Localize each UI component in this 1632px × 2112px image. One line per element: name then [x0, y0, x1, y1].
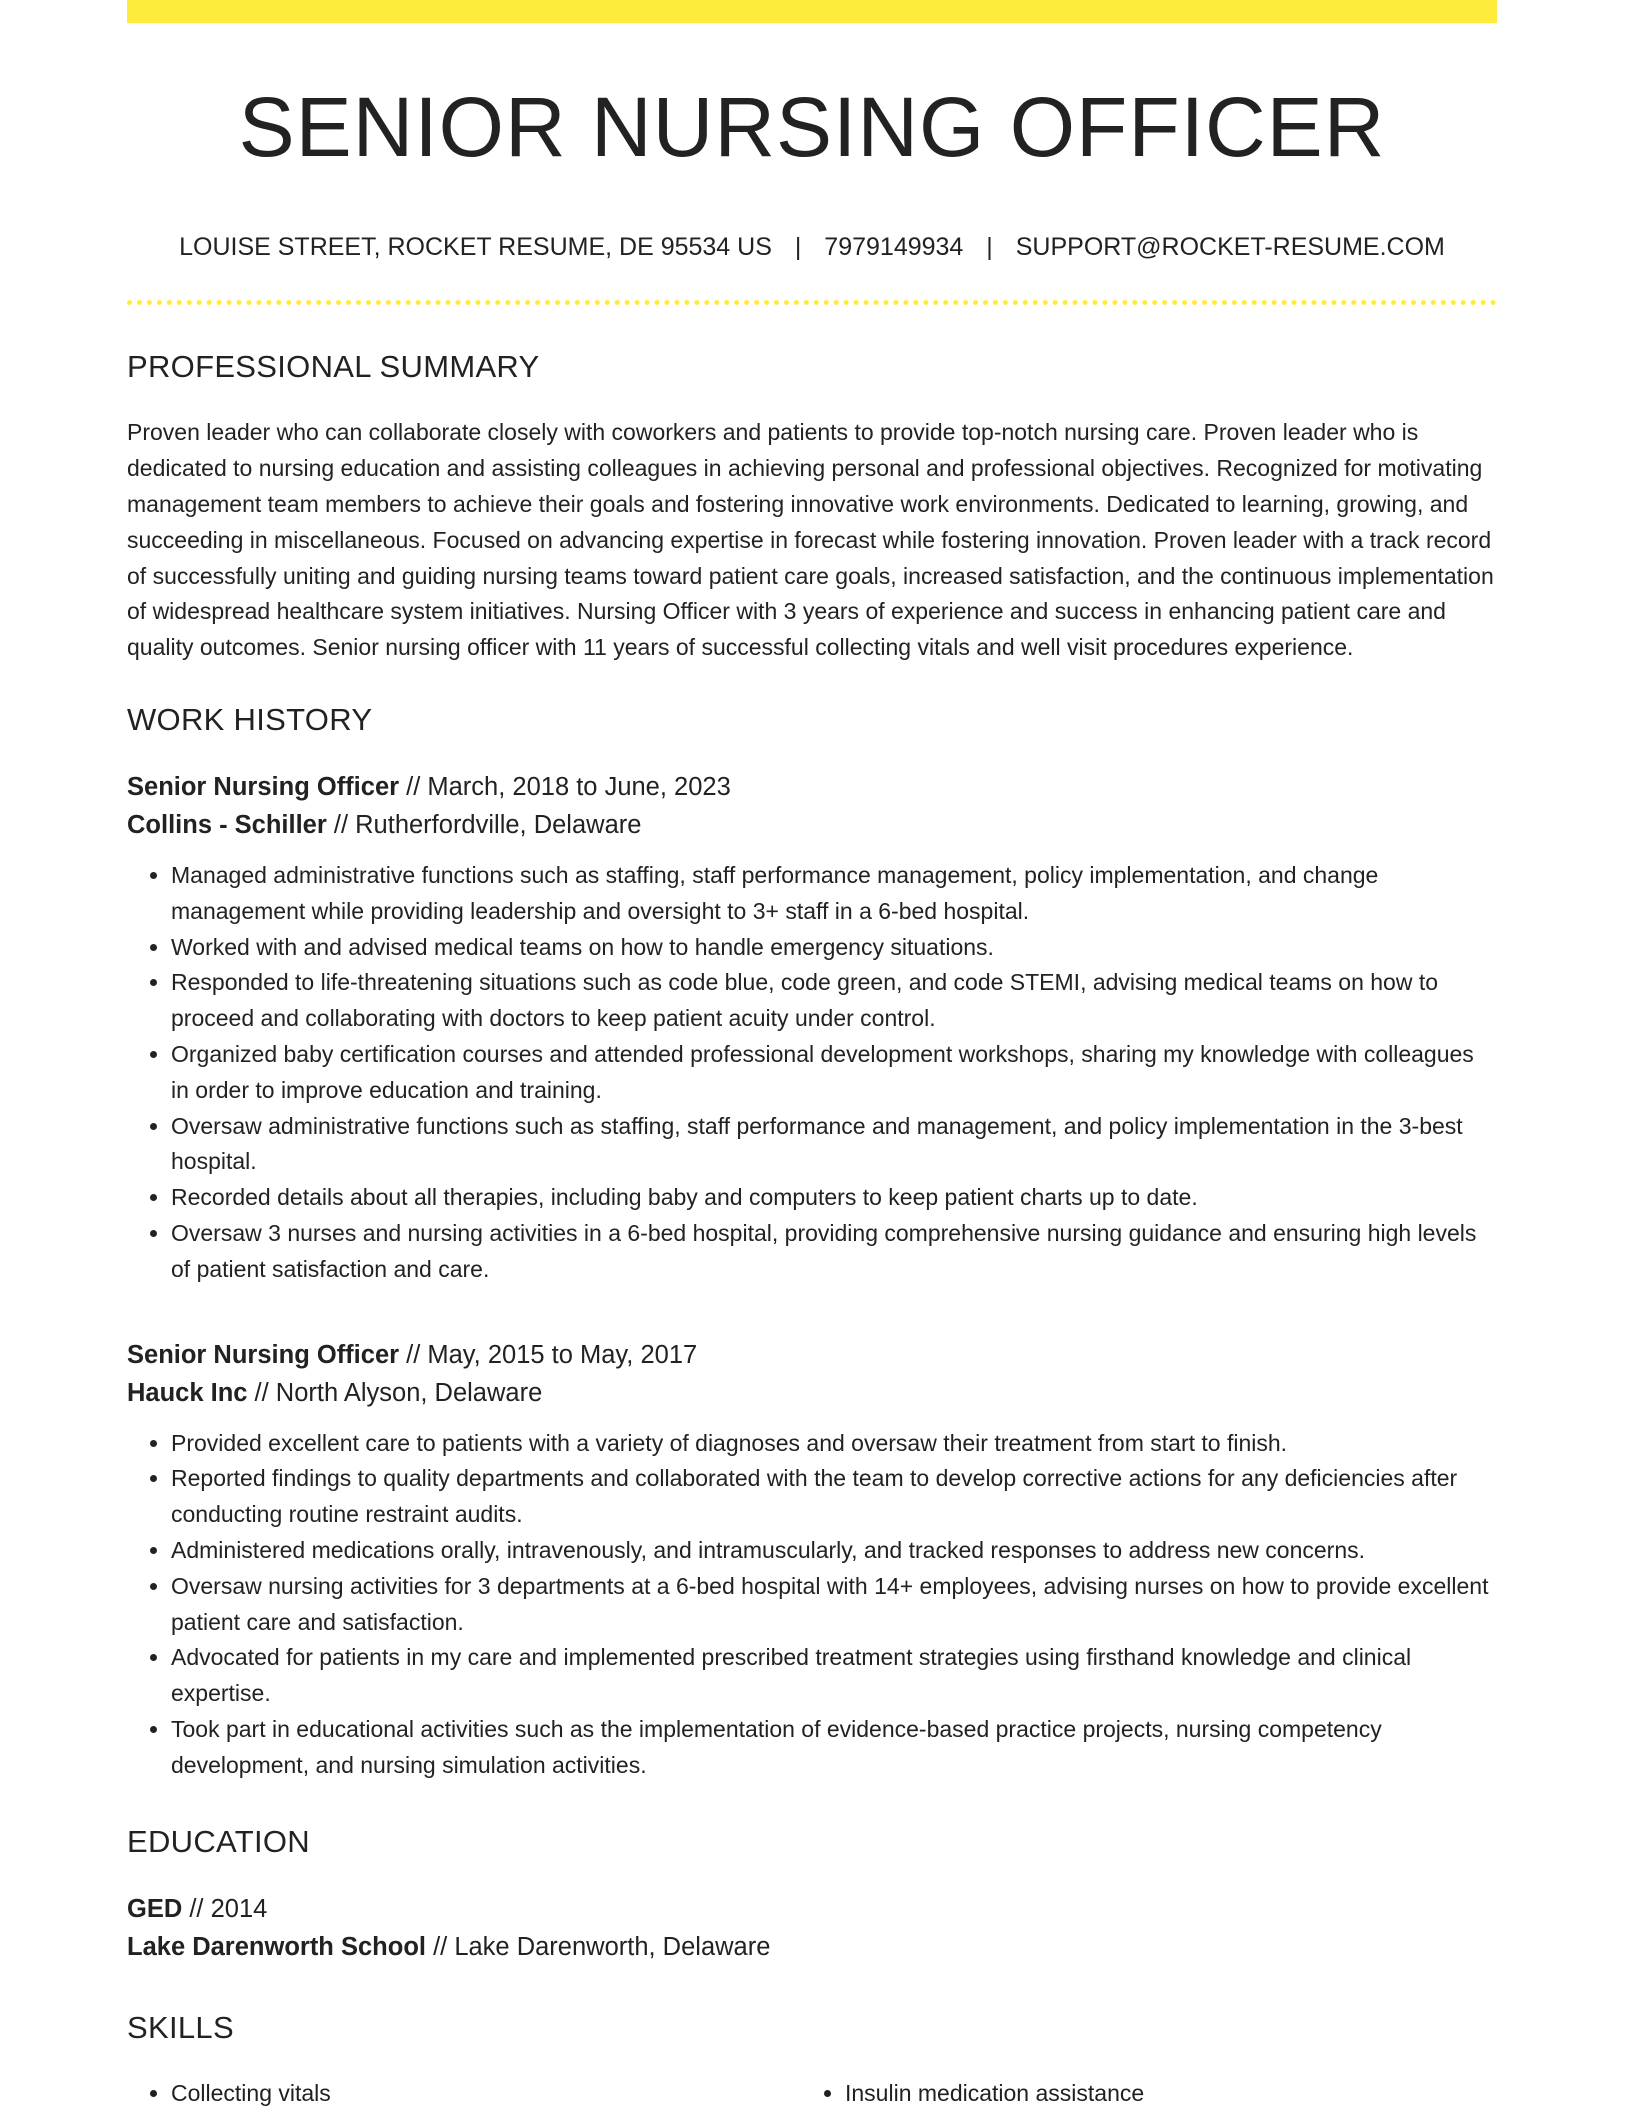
job-location: // North Alyson, Delaware — [247, 1378, 543, 1407]
job-role: Senior Nursing Officer — [127, 772, 400, 801]
job-company-line — [127, 1374, 1497, 1412]
resume-page — [127, 0, 1497, 2111]
job-bullet: • Responded to life-threatening situations such as code blue, code green, and code STEMI, advising medical teams on how to proceed and collaborating with doctors to keep patient acuity under control. — [171, 965, 1497, 1037]
education-entry — [127, 1890, 1497, 1966]
contact-line — [127, 233, 1497, 262]
job-company: Hauck Inc — [127, 1378, 248, 1407]
education-location: // Lake Darenworth, Delaware — [425, 1932, 771, 1961]
skills-list — [127, 2076, 1497, 2112]
job-bullet: • Provided excellent care to patients with a variety of diagnoses and oversaw their treatment from start to finish. — [171, 1426, 1497, 1462]
skill-item: • Collecting vitals — [171, 2076, 801, 2112]
job-company-line — [127, 806, 1497, 844]
job-company: Collins - Schiller — [127, 810, 327, 839]
job-dates: // May, 2015 to May, 2017 — [399, 1340, 698, 1369]
education-heading: EDUCATION — [127, 1823, 310, 1859]
contact-separator: | — [986, 233, 993, 262]
contact-email: SUPPORT@ROCKET-RESUME.COM — [1015, 233, 1445, 262]
job-bullet: • Took part in educational activities such as the implementation of evidence-based practice projects, nursing competency development, and nursing simulation activities. — [171, 1712, 1497, 1784]
summary-heading: PROFESSIONAL SUMMARY — [127, 349, 540, 385]
skills-heading: SKILLS — [127, 2009, 234, 2045]
education-school: Lake Darenworth School — [127, 1932, 426, 1961]
job-bullet: • Advocated for patients in my care and implemented prescribed treatment strategies using firsthand knowledge and clinical expertise. — [171, 1640, 1497, 1712]
job-bullets — [127, 1426, 1497, 1784]
skills-column-left — [127, 2076, 801, 2112]
job-bullet: • Reported findings to quality departments and collaborated with the team to develop corrective actions for any deficiencies after conducting routine restraint audits. — [171, 1461, 1497, 1533]
job-bullet: • Worked with and advised medical teams on how to handle emergency situations. — [171, 930, 1497, 966]
job-bullet: • Oversaw 3 nurses and nursing activities in a 6-bed hospital, providing comprehensive nursing guidance and ensuring high levels of patient satisfaction and care. — [171, 1216, 1497, 1288]
contact-address: LOUISE STREET, ROCKET RESUME, DE 95534 US — [179, 233, 772, 262]
job-bullets — [127, 858, 1497, 1288]
summary-text: Proven leader who can collaborate closely with coworkers and patients to provide top-notch nursing care. Proven leader who is dedicated to nursing education and assisting colleagues in achieving personal and professional objectives. Recognized for motivating management team members to achieve their goals and fostering innovative work environments. Dedicated to learning, growing, and succeeding in miscellaneous. Focused on advancing expertise in forecast while fostering innovation. Proven leader with a track record of successfully uniting and guiding nursing teams toward patient care goals, increased satisfaction, and the continuous implementation of widespread healthcare system initiatives. Nursing Officer with 3 years of experience and success in enhancing patient care and quality outcomes. Senior nursing officer with 11 years of successful collecting vitals and well visit procedures experience. — [127, 419, 1494, 661]
education-year: // 2014 — [182, 1894, 268, 1923]
contact-phone: 7979149934 — [824, 233, 964, 262]
job-title-line — [127, 1336, 1497, 1374]
job-bullet: • Recorded details about all therapies, including baby and computers to keep patient charts up to date. — [171, 1180, 1497, 1216]
work-history-heading: WORK HISTORY — [127, 701, 373, 737]
contact-separator: | — [794, 233, 802, 262]
resume-name: SENIOR NURSING OFFICER — [238, 80, 1386, 174]
education-school-line — [127, 1928, 1497, 1966]
job-dates: // March, 2018 to June, 2023 — [399, 772, 731, 801]
job-title-line — [127, 768, 1497, 806]
dotted-divider — [127, 300, 1497, 305]
job-entry — [127, 1336, 1497, 1784]
job-location: // Rutherfordville, Delaware — [326, 810, 642, 839]
skills-column-right — [801, 2076, 1475, 2112]
job-role: Senior Nursing Officer — [127, 1340, 400, 1369]
education-degree-line — [127, 1890, 1497, 1928]
job-bullet: • Oversaw administrative functions such as staffing, staff performance and management, and policy implementation in the 3-best hospital. — [171, 1109, 1497, 1181]
job-entry — [127, 768, 1497, 1288]
accent-bar — [127, 0, 1497, 23]
job-bullet: • Managed administrative functions such as staffing, staff performance management, policy implementation, and change management while providing leadership and oversight to 3+ staff in a 6-bed hospital. — [171, 858, 1497, 930]
job-bullet: • Administered medications orally, intravenously, and intramuscularly, and tracked responses to address new concerns. — [171, 1533, 1497, 1569]
education-degree: GED — [127, 1894, 183, 1923]
job-bullet: • Oversaw nursing activities for 3 departments at a 6-bed hospital with 14+ employees, advising nurses on how to provide excellent patient care and satisfaction. — [171, 1569, 1497, 1641]
skill-item: • Insulin medication assistance — [845, 2076, 1475, 2112]
job-bullet: • Organized baby certification courses and attended professional development workshops, sharing my knowledge with colleagues in order to improve education and training. — [171, 1037, 1497, 1109]
